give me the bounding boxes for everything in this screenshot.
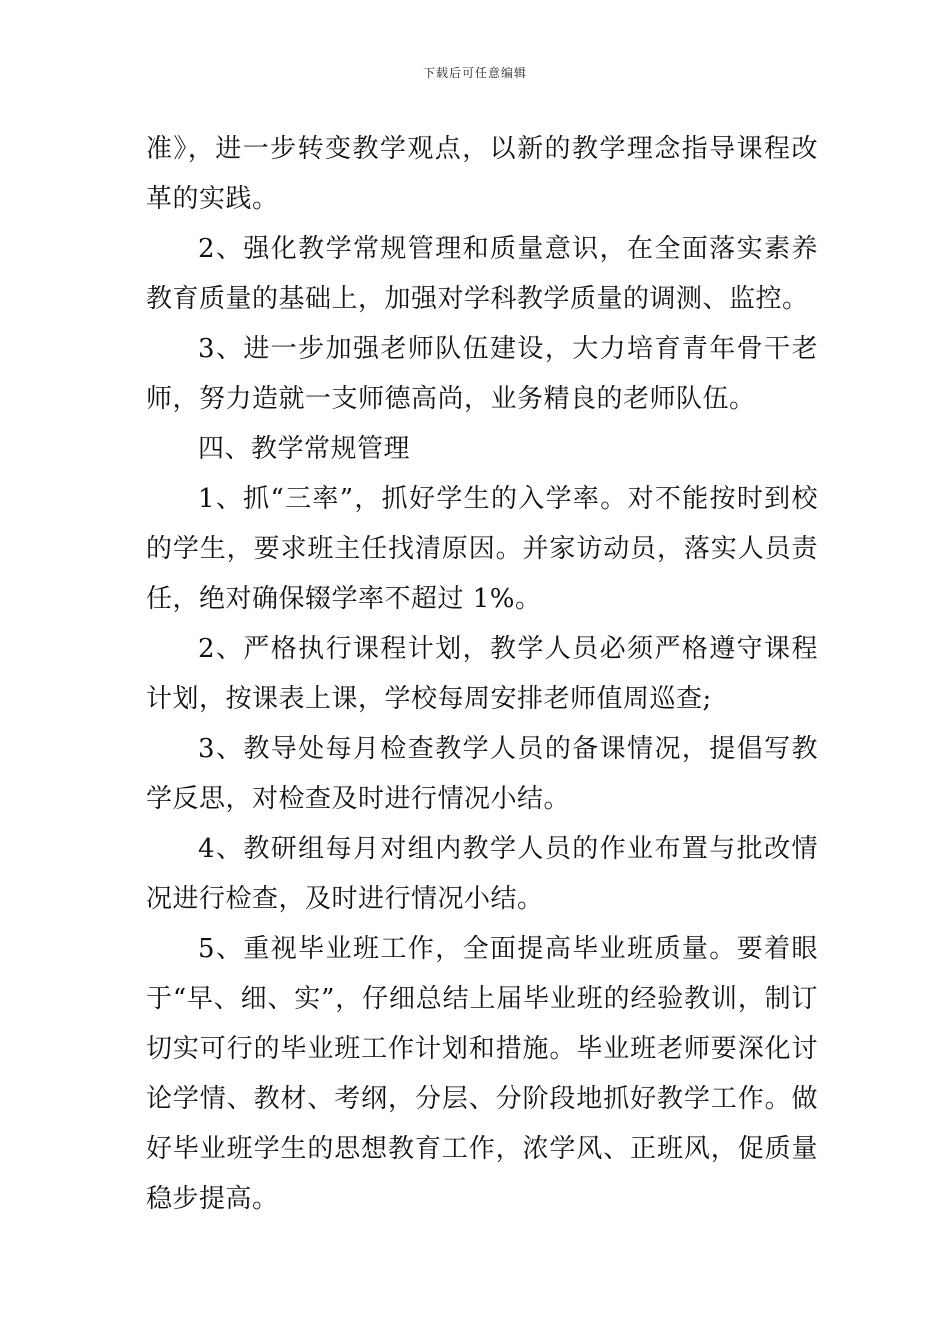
section-heading: 四、教学常规管理 bbox=[198, 434, 411, 464]
paragraph-continuation: 准》，进一步转变教学观点，以新的教学理念指导课程改革的实践。 bbox=[146, 134, 818, 214]
paragraph-item-2: 2、强化教学常规管理和质量意识，在全面落实素养教育质量的基础上，加强对学科教学质量的调测、监控。 bbox=[146, 234, 818, 314]
header-note: 下载后可任意编辑 bbox=[422, 66, 527, 80]
paragraph-rule-3: 3、教导处每月检查教学人员的备课情况，提倡写教学反思，对检查及时进行情况小结。 bbox=[146, 734, 818, 814]
paragraph-rule-1: 1、抓“三率”，抓好学生的入学率。对不能按时到校的学生，要求班主任找清原因。并家访动员，落实人员责任，绝对确保辍学率不超过 1%。 bbox=[146, 484, 818, 614]
paragraph-item-3: 3、进一步加强老师队伍建设，大力培育青年骨干老师，努力造就一支师德高尚，业务精良的老师队伍。 bbox=[146, 334, 818, 414]
paragraph-rule-2: 2、严格执行课程计划，教学人员必须严格遵守课程计划，按课表上课，学校每周安排老师值周巡查; bbox=[146, 634, 818, 714]
document-body bbox=[146, 124, 818, 1224]
paragraph-rule-5: 5、重视毕业班工作，全面提高毕业班质量。要着眼于“早、细、实”，仔细总结上届毕业班的经验教训，制订切实可行的毕业班工作计划和措施。毕业班老师要深化讨论学情、教材、考纲，分层、分阶段地抓好教学工作。做好毕业班学生的思想教育工作，浓学风、正班风，促质量稳步提高。 bbox=[146, 934, 818, 1214]
paragraph-rule-4: 4、教研组每月对组内教学人员的作业布置与批改情况进行检查，及时进行情况小结。 bbox=[146, 834, 818, 914]
